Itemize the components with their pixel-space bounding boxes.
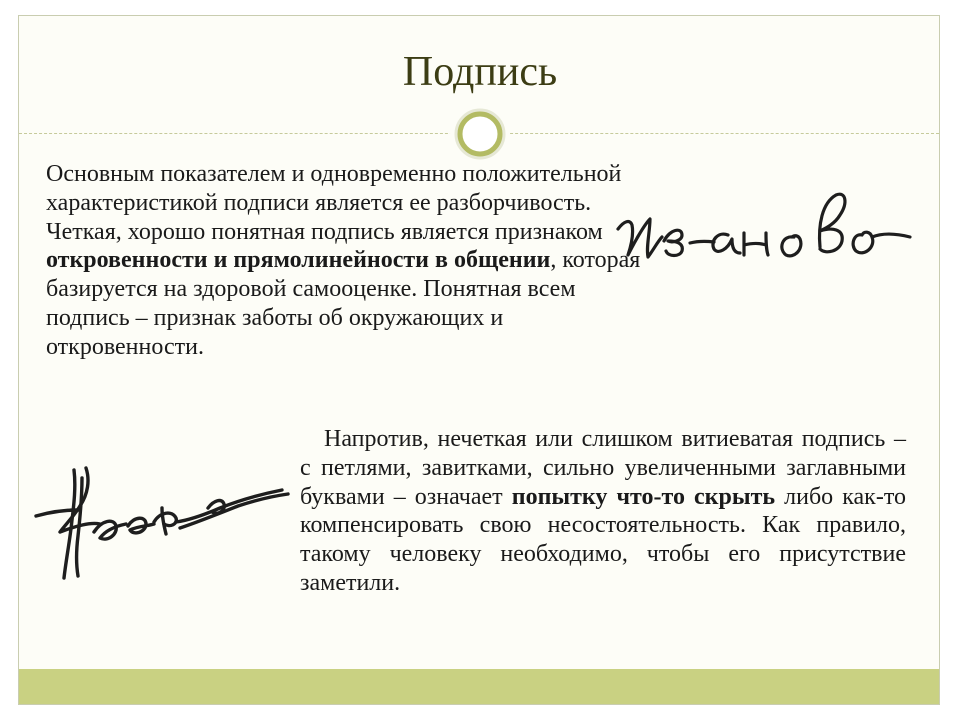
ring-icon xyxy=(452,106,508,162)
paragraph-illegible-signature xyxy=(300,425,906,598)
footer-accent-bar xyxy=(19,669,939,704)
paragraph2-text-a: Напротив, нечеткая или слишком витиеватая подпись – с петлями, завитками, сильно увеличенными заглавными буквами – означает xyxy=(300,426,906,510)
paragraph2-bold: попытку что-то скрыть xyxy=(511,483,776,510)
paragraph-legible-signature xyxy=(46,160,646,362)
slide-title: Подпись xyxy=(402,49,558,95)
paragraph2-text-b: либо как-то компенсировать свою несостоятельность. Как правило, такому человеку необходимо, чтобы его присутствие заметили. xyxy=(300,483,906,596)
signature-legible-image xyxy=(610,185,930,275)
paragraph1-text-a: Основным показателем и одновременно положительной характеристикой подписи является ее разборчивость. Четкая, хорошо понятная подпись является признаком xyxy=(46,161,622,245)
signature-ornate-image xyxy=(30,460,300,590)
paragraph1-bold: откровенности и прямолинейности в общении xyxy=(46,247,551,274)
paragraph1-text-b: , которая базируется на здоровой самооценке. Понятная всем подпись – признак заботы об окружающих и откровенности. xyxy=(46,247,641,360)
